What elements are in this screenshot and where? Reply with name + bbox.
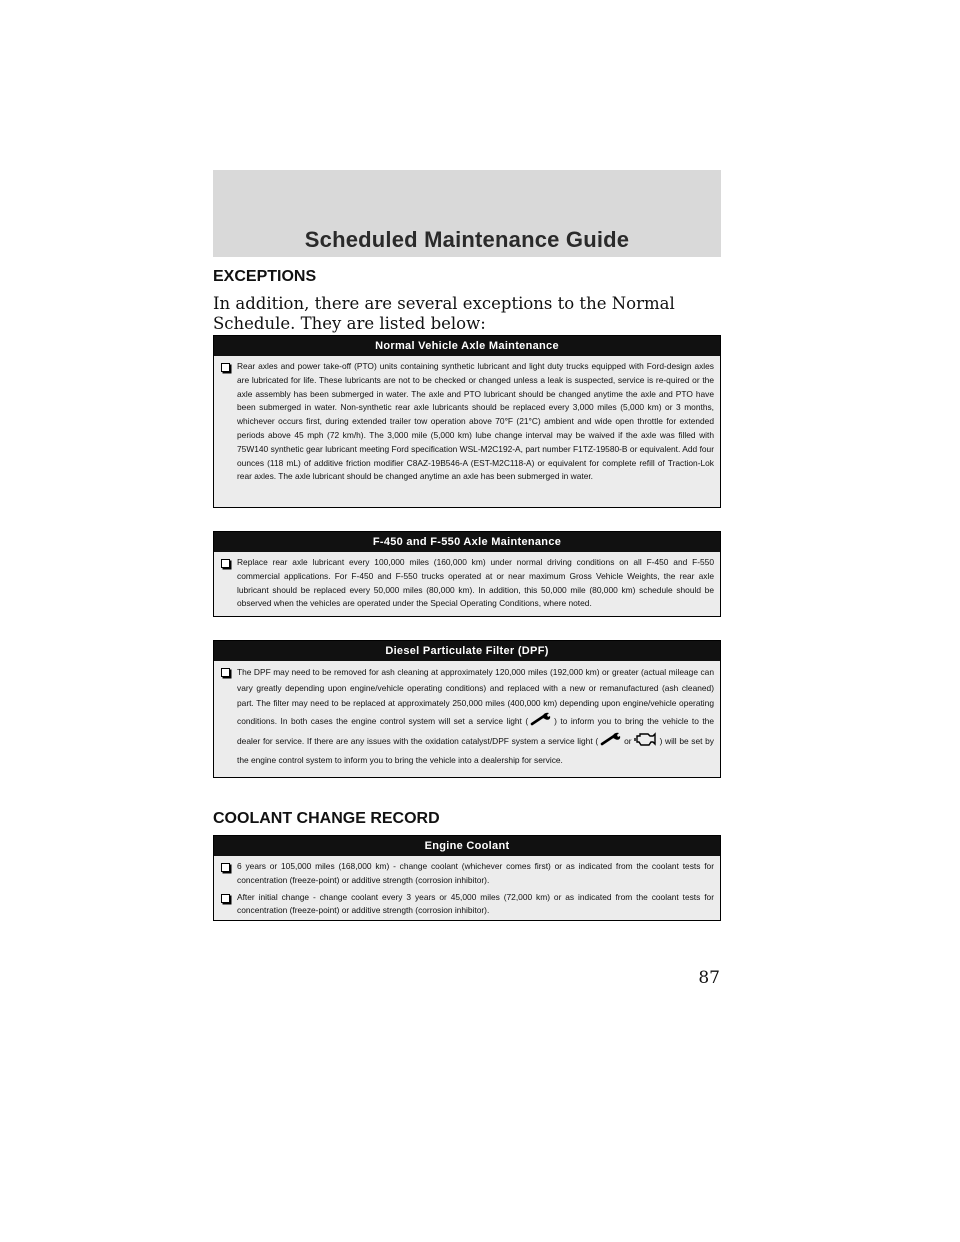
item-text: Rear axles and power take-off (PTO) units containing synthetic lubricant and light duty trucks equipped with Ford-design axles are lubricated for life. These lubricants are not to be checked or changed unless a leak is suspected, service is re-quired or the axle assembly has been submerged in water. The axle and PTO lubricant should be changed anytime the axle and PTO have been submerged in water. Non-synthetic rear axle lubricants should be replaced every 3,000 miles (5,000 km) or 3 months, whichever occurs first, during extended trailer tow operation above 70°F (21°C) ambient and wide open throttle for extended periods above 45 mph (72 km/h). The 3,000 mile (5,000 km) lube change interval may be waived if the axle was filled with 75W140 synthetic gear lubricant meeting Ford specification WSL-M2C192-A, part number F1TZ-19580-B or equivalent. Add four ounces (118 mL) of additive friction modifier C8AZ-19B546-A (EST-M2C118-A) or equivalent for complete refill of Traction-Lok rear axles. The axle lubricant should be changed anytime an axle has been submerged in water. xyxy=(237,361,714,482)
exceptions-heading: EXCEPTIONS xyxy=(213,268,317,285)
header-band xyxy=(213,170,721,257)
page-title: Scheduled Maintenance Guide xyxy=(304,227,630,252)
checkbox-icon xyxy=(221,363,230,372)
exceptions-intro: In addition, there are several exceptions to the Normal Schedule. They are listed below: xyxy=(213,294,675,333)
checkbox-icon xyxy=(221,894,230,903)
box-title: Diesel Particulate Filter (DPF) xyxy=(214,641,720,661)
checkbox-icon xyxy=(221,863,230,872)
checkbox-icon xyxy=(221,668,230,677)
item-text-part1: The DPF may need to be removed for ash cleaning at approximately 120,000 miles (192,000 km) or greater (actual mileage can vary greatly depending upon engine/vehicle operating conditions) and replaced with a new or remanufactured (ash cleaned) part. The filter may need to be replaced at approximately 250,000 miles (400,000 km) depending upon engine/vehicle operating conditions. In both cases the engine control system will set a service light ( xyxy=(237,667,714,726)
dpf-box xyxy=(213,640,721,778)
wrench-icon xyxy=(600,732,622,752)
item-text-part3: ) will be set by the engine control system to inform you to bring the vehicle into a dealership for service. xyxy=(237,735,714,765)
normal-axle-box xyxy=(213,335,721,508)
page-number: 87 xyxy=(698,968,720,988)
or-text: or xyxy=(624,735,632,746)
coolant-heading: COOLANT CHANGE RECORD xyxy=(213,810,440,827)
f450-axle-box xyxy=(213,531,721,617)
item-text: Replace rear axle lubricant every 100,000 miles (160,000 km) under normal driving conditions on all F-450 and F-550 commercial applications. For F-450 and F-550 trucks operated at or near maximum Gross Vehicle Weights, the rear axle lubricant should be replaced every 50,000 miles (80,000 km). In addition, this 50,000 mile (80,000 km) schedule should be observed when the vehicles are operated under the Special Operating Conditions, where noted. xyxy=(237,557,714,609)
wrench-icon xyxy=(530,712,552,732)
item-text-part2: ) to inform you to bring the vehicle to the dealer for service. If there are any issues with the oxidation catalyst/DPF system a service light ( xyxy=(237,715,714,746)
list-item xyxy=(220,891,714,919)
item-text: After initial change - change coolant every 3 years or 45,000 miles (72,000 km) or as indicated from the coolant tests for concentration (freeze-point) or additive strength (corrosion inhibitor). xyxy=(237,891,714,916)
box-title: F-450 and F-550 Axle Maintenance xyxy=(214,532,720,552)
list-item xyxy=(220,665,714,768)
check-engine-icon xyxy=(634,731,658,753)
box-title: Normal Vehicle Axle Maintenance xyxy=(214,336,720,356)
box-title: Engine Coolant xyxy=(214,836,720,856)
engine-coolant-box xyxy=(213,835,721,921)
item-text: 6 years or 105,000 miles (168,000 km) - change coolant (whichever comes first) or as indicated from the coolant tests for concentration (freeze-point) or additive strength (corrosion inhibitor). xyxy=(237,861,714,885)
list-item xyxy=(220,360,714,484)
list-item xyxy=(220,556,714,611)
list-item xyxy=(220,860,714,888)
checkbox-icon xyxy=(221,559,230,568)
